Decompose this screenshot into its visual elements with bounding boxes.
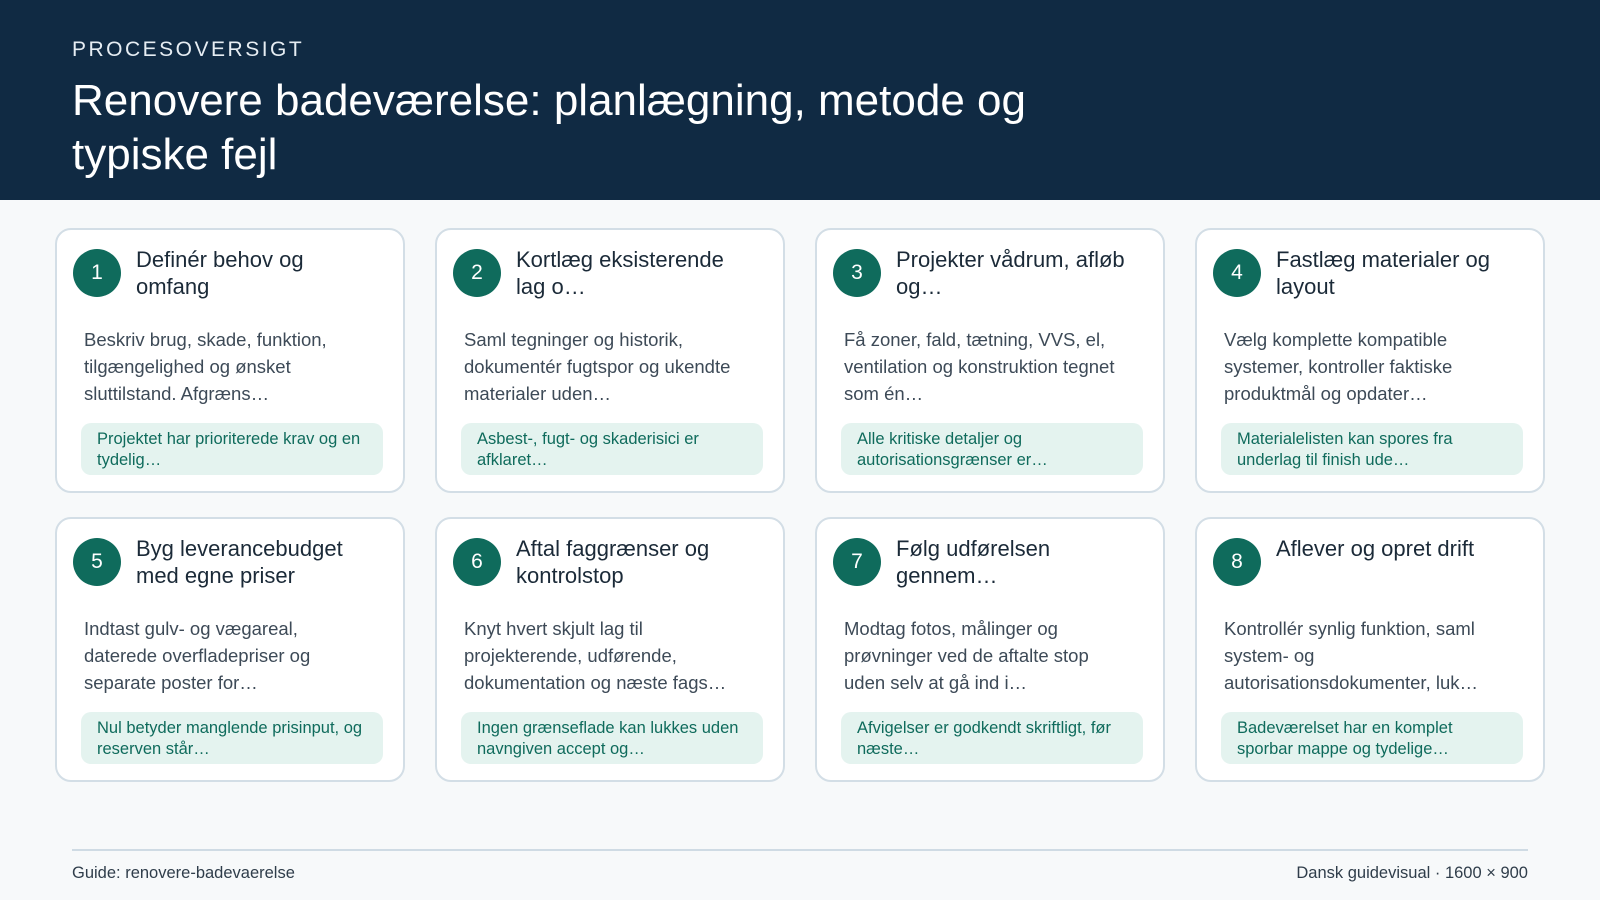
step-card-header <box>1213 535 1519 615</box>
step-outcome-note: Badeværelset har en komplet sporbar mappe og tydelige… <box>1221 712 1523 764</box>
step-outcome-note: Ingen grænseflade kan lukkes uden navngiven accept og… <box>461 712 763 764</box>
step-card-1 <box>55 228 405 493</box>
step-description: Knyt hvert skjult lag til projekterende, udførende, dokumentation og næste fags… <box>464 618 727 693</box>
step-card-3 <box>815 228 1165 493</box>
step-card-header <box>73 535 379 615</box>
step-title: Fastlæg materialer og layout <box>1276 247 1490 299</box>
step-card-header <box>453 535 759 615</box>
step-description: Saml tegninger og historik, dokumentér fugtspor og ukendte materialer uden… <box>464 329 731 404</box>
step-title: Byg leverancebudget med egne priser <box>136 536 343 588</box>
step-number-badge: 5 <box>73 538 121 586</box>
step-card-6 <box>435 517 785 782</box>
step-outcome-note: Alle kritiske detaljer og autorisationsgrænser er… <box>841 423 1143 475</box>
step-outcome-note: Materialelisten kan spores fra underlag til finish ude… <box>1221 423 1523 475</box>
step-title: Kortlæg eksisterende lag o… <box>516 247 724 299</box>
step-title: Definér behov og omfang <box>136 247 304 299</box>
step-card-2 <box>435 228 785 493</box>
step-title: Følg udførelsen gennem… <box>896 536 1051 588</box>
page-eyebrow: PROCESOVERSIGT <box>72 38 305 61</box>
step-title: Aflever og opret drift <box>1276 536 1475 561</box>
step-title: Aftal faggrænser og kontrolstop <box>516 536 710 588</box>
step-number-badge: 8 <box>1213 538 1261 586</box>
step-card-header <box>833 535 1139 615</box>
footer-source: Guide: renovere-badevaerelse <box>72 864 295 882</box>
step-card-header <box>453 246 759 326</box>
step-card-header <box>1213 246 1519 326</box>
step-outcome-note: Afvigelser er godkendt skriftligt, før næste… <box>841 712 1143 764</box>
step-description: Vælg komplette kompatible systemer, kontroller faktiske produktmål og opdater… <box>1224 329 1453 404</box>
footer-divider <box>72 849 1528 851</box>
step-outcome-note: Projektet har prioriterede krav og en tydelig… <box>81 423 383 475</box>
step-description: Kontrollér synlig funktion, saml system- og autorisationsdokumenter, luk… <box>1224 618 1478 693</box>
step-description: Modtag fotos, målinger og prøvninger ved de aftalte stop uden selv at gå ind i… <box>844 618 1089 693</box>
step-number-badge: 2 <box>453 249 501 297</box>
step-card-header <box>833 246 1139 326</box>
step-card-4 <box>1195 228 1545 493</box>
step-description: Få zoner, fald, tætning, VVS, el, ventilation og konstruktion tegnet som én… <box>844 329 1115 404</box>
page-header <box>0 0 1600 200</box>
step-number-badge: 6 <box>453 538 501 586</box>
step-number-badge: 4 <box>1213 249 1261 297</box>
step-number-badge: 7 <box>833 538 881 586</box>
step-card-header <box>73 246 379 326</box>
step-description: Indtast gulv- og vægareal, daterede overfladepriser og separate poster for… <box>84 618 311 693</box>
step-card-8 <box>1195 517 1545 782</box>
footer-meta: Dansk guidevisual · 1600 × 900 <box>1296 864 1528 882</box>
step-grid <box>55 228 1547 782</box>
step-description: Beskriv brug, skade, funktion, tilgængelighed og ønsket sluttilstand. Afgræns… <box>84 329 327 404</box>
step-number-badge: 3 <box>833 249 881 297</box>
step-card-7 <box>815 517 1165 782</box>
step-outcome-note: Nul betyder manglende prisinput, og reserven står… <box>81 712 383 764</box>
step-outcome-note: Asbest-, fugt- og skaderisici er afklaret… <box>461 423 763 475</box>
page-title: Renovere badeværelse: planlægning, metode og typiske fejl <box>72 76 1026 179</box>
step-title: Projekter vådrum, afløb og… <box>896 247 1125 299</box>
step-card-5 <box>55 517 405 782</box>
step-number-badge: 1 <box>73 249 121 297</box>
